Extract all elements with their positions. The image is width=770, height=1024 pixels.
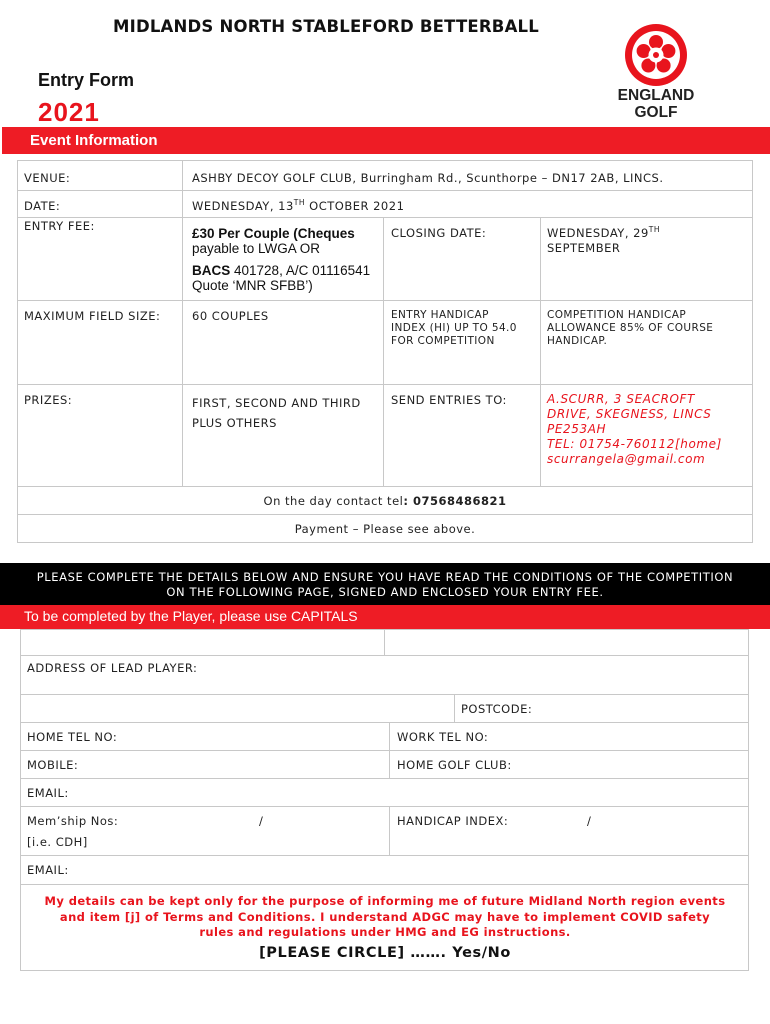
entry-fee-label: ENTRY FEE: xyxy=(24,219,95,233)
entry-handicap-line: ENTRY HANDICAP xyxy=(391,309,489,321)
membership-slash: / xyxy=(259,814,264,828)
fee-bacs-label: BACS xyxy=(192,263,231,278)
logo-line-england: ENGLAND xyxy=(617,87,695,104)
logo-line-golf: GOLF xyxy=(634,104,678,121)
closing-day: WEDNESDAY, 29 xyxy=(547,226,649,240)
home-club-field[interactable] xyxy=(525,751,748,778)
handicap-index-field[interactable] xyxy=(525,807,748,854)
home-tel-label: HOME TEL NO: xyxy=(27,730,118,744)
row-divider xyxy=(17,190,753,191)
date-month-year: OCTOBER 2021 xyxy=(305,199,405,213)
form-title: MIDLANDS NORTH STABLEFORD BETTERBALL xyxy=(112,17,539,36)
entry-form-heading: Entry Form xyxy=(38,70,135,90)
payment-note: Payment – Please see above. xyxy=(294,522,476,536)
form-year: 2021 xyxy=(38,97,100,127)
competition-handicap-line: ALLOWANCE 85% OF COURSE xyxy=(547,322,714,334)
date-day: WEDNESDAY, 13 xyxy=(192,199,294,213)
event-information-band: Event Information xyxy=(2,127,770,154)
postcode-field[interactable] xyxy=(540,695,748,721)
competition-handicap-line: COMPETITION HANDICAP xyxy=(547,309,687,321)
venue-value: ASHBY DECOY GOLF CLUB, Burringham Rd., Scunthorpe – DN17 2AB, LINCS. xyxy=(192,171,664,185)
send-email-link[interactable]: scurrangela@gmail.com xyxy=(547,452,706,466)
column-divider xyxy=(182,160,183,486)
closing-date-line-2: SEPTEMBER xyxy=(547,241,621,255)
instructions-band xyxy=(0,563,770,605)
consent-line: My details can be kept only for the purpose of informing me of future Midland North region events xyxy=(44,894,726,908)
send-address-line: DRIVE, SKEGNESS, LINCS xyxy=(547,407,712,421)
entry-handicap-line: FOR COMPETITION xyxy=(391,335,495,347)
work-tel-label: WORK TEL NO: xyxy=(397,730,489,744)
closing-date-line-1 xyxy=(547,226,747,241)
row-divider xyxy=(17,217,753,218)
email-2-field[interactable] xyxy=(80,856,748,884)
row-divider xyxy=(17,384,753,385)
lead-player-name-field[interactable] xyxy=(20,629,384,655)
row-divider xyxy=(17,486,753,487)
email-label: EMAIL: xyxy=(27,786,69,800)
competition-handicap-info xyxy=(547,309,751,348)
mobile-label: MOBILE: xyxy=(27,758,79,772)
fee-bacs-account: 401728, A/C 01116541 xyxy=(230,263,371,278)
send-entries-label: SEND ENTRIES TO: xyxy=(391,393,507,407)
prizes-label: PRIZES: xyxy=(24,393,73,407)
prizes-line: FIRST, SECOND AND THIRD xyxy=(192,396,361,410)
address-label: ADDRESS OF LEAD PLAYER: xyxy=(27,661,198,675)
instructions-line: PLEASE COMPLETE THE DETAILS BELOW AND ENSURE YOU HAVE READ THE CONDITIONS OF THE COMPETITION xyxy=(36,570,734,584)
prizes-value xyxy=(192,393,361,433)
send-entries-address xyxy=(547,392,751,467)
consent-line: and item [j] of Terms and Conditions. I understand ADGC may have to implement COVID safety xyxy=(59,909,711,924)
send-phone: TEL: 01754-760112[home] xyxy=(547,437,722,451)
membership-note: [i.e. CDH] xyxy=(27,835,88,849)
column-divider xyxy=(454,694,455,722)
prizes-line: PLUS OTHERS xyxy=(192,416,277,430)
membership-numbers-field[interactable] xyxy=(135,807,388,854)
column-divider xyxy=(389,806,390,855)
row-divider xyxy=(17,300,753,301)
fee-quote: Quote ‘MNR SFBB’) xyxy=(192,278,313,293)
date-suffix-sup: TH xyxy=(293,198,305,207)
home-tel-field[interactable] xyxy=(130,723,388,750)
venue-label: VENUE: xyxy=(24,171,71,185)
entry-handicap-info xyxy=(391,309,539,348)
row-divider xyxy=(20,884,749,885)
on-the-day-contact xyxy=(17,494,753,509)
closing-date-value xyxy=(547,226,747,256)
send-address-line: A.SCURR, 3 SEACROFT xyxy=(547,392,695,406)
partner-name-field[interactable] xyxy=(385,629,749,655)
row-divider xyxy=(17,514,753,515)
send-address-line: PE253AH xyxy=(547,422,607,436)
home-club-label: HOME GOLF CLUB: xyxy=(397,758,512,772)
closing-suffix-sup: TH xyxy=(648,225,660,234)
column-divider xyxy=(384,629,385,655)
england-golf-logo-text xyxy=(610,87,702,121)
max-field-label: MAXIMUM FIELD SIZE: xyxy=(24,309,161,323)
handicap-index-slash: / xyxy=(587,814,592,828)
player-instructions-band: To be completed by the Player, please use CAPITALS xyxy=(0,605,770,629)
membership-label: Mem’ship Nos: xyxy=(27,814,119,828)
contact-number: : 07568486821 xyxy=(403,494,507,508)
column-divider xyxy=(540,217,541,486)
consent-yes-no[interactable]: [PLEASE CIRCLE] ……. Yes/No xyxy=(259,945,511,961)
date-value xyxy=(192,199,404,214)
fee-line-2: payable to LWGA OR xyxy=(192,241,321,256)
column-divider xyxy=(383,217,384,486)
entry-fee-value xyxy=(192,226,380,293)
address-field[interactable] xyxy=(20,656,749,694)
contact-label: On the day contact tel xyxy=(263,494,404,508)
fee-line-1: £30 Per Couple (Cheques xyxy=(192,226,355,241)
closing-date-label: CLOSING DATE: xyxy=(391,226,487,240)
email-2-label: EMAIL: xyxy=(27,863,69,877)
data-consent-notice xyxy=(22,894,748,941)
max-field-value: 60 COUPLES xyxy=(192,309,269,323)
date-label: DATE: xyxy=(24,199,61,213)
email-field[interactable] xyxy=(80,779,748,806)
handicap-index-label: HANDICAP INDEX: xyxy=(397,814,509,828)
mobile-field[interactable] xyxy=(90,751,388,778)
entry-handicap-line: INDEX (HI) UP TO 54.0 xyxy=(391,322,517,334)
instructions-line: ON THE FOLLOWING PAGE, SIGNED AND ENCLOSED YOUR ENTRY FEE. xyxy=(166,584,604,599)
competition-handicap-line: HANDICAP. xyxy=(547,335,608,347)
postcode-label: POSTCODE: xyxy=(461,702,533,716)
work-tel-field[interactable] xyxy=(500,723,748,750)
consent-line: rules and regulations under HMG and EG instructions. xyxy=(199,925,571,939)
fee-bacs-line xyxy=(192,263,380,278)
england-golf-rose-icon xyxy=(622,21,690,89)
